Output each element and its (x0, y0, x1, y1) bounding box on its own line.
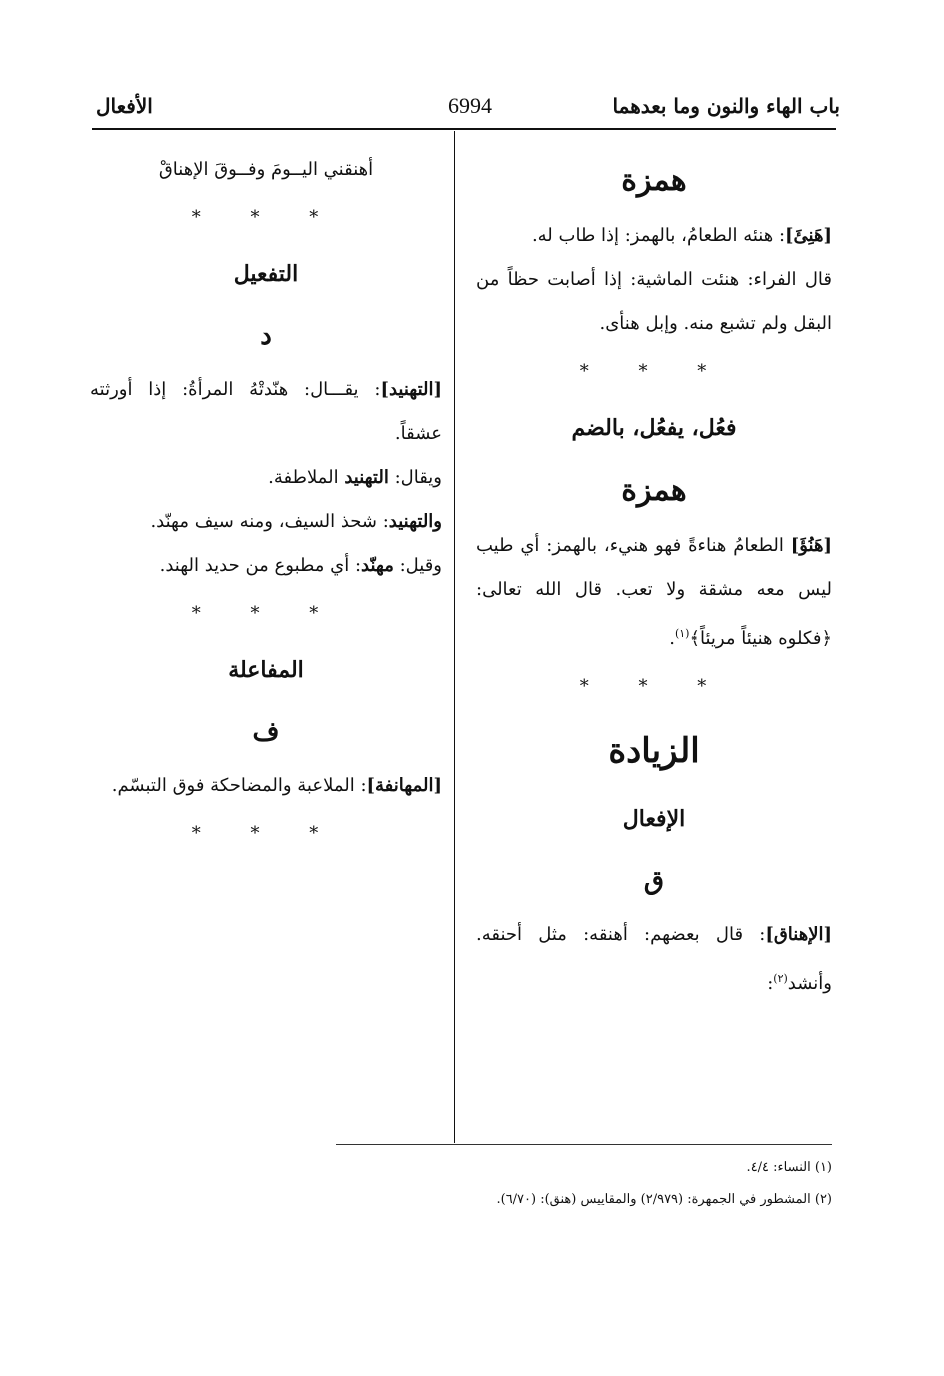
entry-term: [المهانفة] (366, 775, 442, 796)
entry-tahnid (90, 368, 442, 456)
entry-term: [هَنِئَ] (785, 225, 832, 246)
letter-heading: ق (643, 866, 665, 896)
entry-lead: وقيل: (393, 555, 442, 576)
footnote: (١) النساء: ٤/٤. (746, 1160, 832, 1175)
verse-line: أهنقني اليــومَ وفــوقَ الإهناقْ (158, 159, 374, 180)
page-number: 6994 (448, 93, 492, 118)
footnote-ref: (١) (674, 627, 690, 640)
entry-term: [الإهناق] (765, 924, 832, 945)
section-separator: * * * (579, 361, 729, 382)
section-heading: الإفعال (622, 806, 686, 832)
footnote: (٢) المشطور في الجمهرة: (٢/٩٧٩) والمقاييس (هنق): (٦/٧٠). (496, 1192, 832, 1207)
section-separator: * * * (579, 676, 729, 697)
running-head-chapter: باب الهاء والنون وما بعدهما (612, 94, 840, 118)
root-heading: همزة (621, 473, 687, 508)
entry-text: : شحذ السيف، ومنه سيف مهنّد. (150, 511, 389, 532)
verb-form-heading: فعُل، يفعُل، بالضم (571, 415, 737, 441)
entry-text: : قال بعضهم: أهنقه: مثل أحنقه. وأنشد (476, 924, 832, 994)
entry-end: . (669, 628, 675, 649)
header-rule (92, 128, 836, 130)
right-column (476, 148, 832, 1006)
entry-paragraph (90, 456, 442, 500)
footnotes (112, 1152, 832, 1216)
section-separator: * * * (191, 603, 341, 624)
major-heading: الزيادة (608, 731, 700, 771)
entry-text: : الملاعبة والمضاحكة فوق التبسّم. (111, 775, 367, 796)
entry-lead: ويقال: (388, 467, 442, 488)
entry-text: الملاطفة. (268, 467, 345, 488)
entry-paragraph (90, 544, 442, 588)
entry-text: : هنئه الطعامُ، بالهمز: إذا طاب له. (531, 225, 786, 246)
footnote-rule (336, 1144, 832, 1145)
section-separator: * * * (191, 207, 341, 228)
entry-end: : (767, 973, 774, 994)
section-heading: التفعيل (233, 261, 299, 287)
root-heading: همزة (621, 163, 687, 198)
letter-heading: ف (252, 717, 280, 747)
left-column (90, 148, 442, 860)
entry-hanua (476, 524, 832, 661)
entry-term: التهنيد (344, 467, 389, 488)
entry-paragraph: قال الفراء: هنئت الماشية: إذا أصابت حظاً من البقل ولم تشبع منه. وإبل هنأى. (476, 269, 832, 334)
section-heading: المفاعلة (228, 657, 304, 683)
entry-term: مهنّد (361, 555, 394, 576)
entry-term: [هَنُؤَ] (790, 535, 832, 556)
entry-term: [التهنيد] (380, 379, 442, 400)
entry-muhanafa (90, 764, 442, 808)
entry-text: الطعامُ هناءةً فهو هنيء، بالهمز: أي طيب ليس معه مشقة ولا تعب. قال الله تعالى: ﴿فكلوه هنيئاً مريئاً﴾ (476, 535, 832, 649)
entry-text: : أي مطبوع من حديد الهند. (159, 555, 362, 576)
entry-term: والتهنيد (388, 511, 442, 532)
entry-paragraph (90, 500, 442, 544)
section-separator: * * * (191, 823, 341, 844)
footnote-ref: (٢) (773, 972, 788, 985)
letter-heading: د (260, 321, 272, 351)
column-divider (454, 131, 455, 1143)
entry-hania (476, 214, 832, 258)
entry-text: : يقـــال: هنّدتْهُ المرأةُ: إذا أورثته عشقاً. (90, 379, 442, 444)
running-head-section: الأفعال (96, 94, 153, 118)
entry-ihnaq (476, 913, 832, 1006)
